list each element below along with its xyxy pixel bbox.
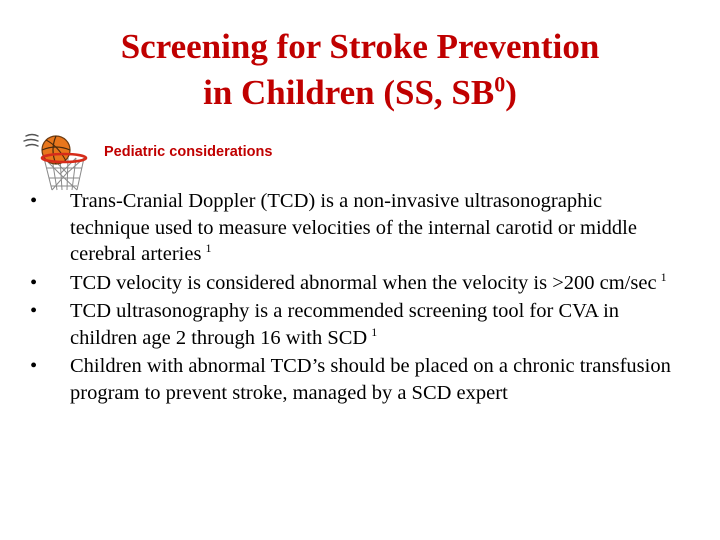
title-superscript: 0: [494, 71, 506, 97]
bullet-glyph: •: [30, 271, 38, 294]
bullet-text: TCD ultrasonography is a recommended screening tool for CVA in children age 2 through 16 with SCD: [70, 300, 620, 349]
reference-marker: 1: [371, 324, 378, 339]
list-item: [30, 188, 680, 268]
bullet-glyph: •: [30, 355, 38, 377]
bullet-list: [30, 188, 680, 408]
reference-marker: 1: [660, 269, 667, 284]
reference-marker: 1: [205, 241, 212, 256]
list-item: [30, 353, 680, 406]
title-line-2: [0, 70, 720, 116]
bullet-text: TCD velocity is considered abnormal when the velocity is >200 cm/sec: [70, 271, 657, 294]
list-item: [30, 270, 680, 297]
title-line-2-text: in Children (SS, SB: [203, 73, 495, 112]
slide-title: [0, 24, 720, 116]
section-subtitle: Pediatric considerations: [104, 144, 273, 160]
list-item: [30, 298, 680, 351]
title-line-1: Screening for Stroke Prevention: [120, 27, 600, 66]
bullet-text: Children with abnormal TCD’s should be placed on a chronic transfusion program to prevent stroke, managed by a SCD expert: [70, 355, 671, 404]
bullet-glyph: •: [30, 190, 38, 212]
bullet-glyph: •: [30, 300, 38, 322]
bullet-text: Trans-Cranial Doppler (TCD) is a non-invasive ultrasonographic technique used to measure velocities of the internal carotid or middle cerebral arteries: [70, 190, 637, 265]
title-close-paren: ): [505, 73, 517, 112]
